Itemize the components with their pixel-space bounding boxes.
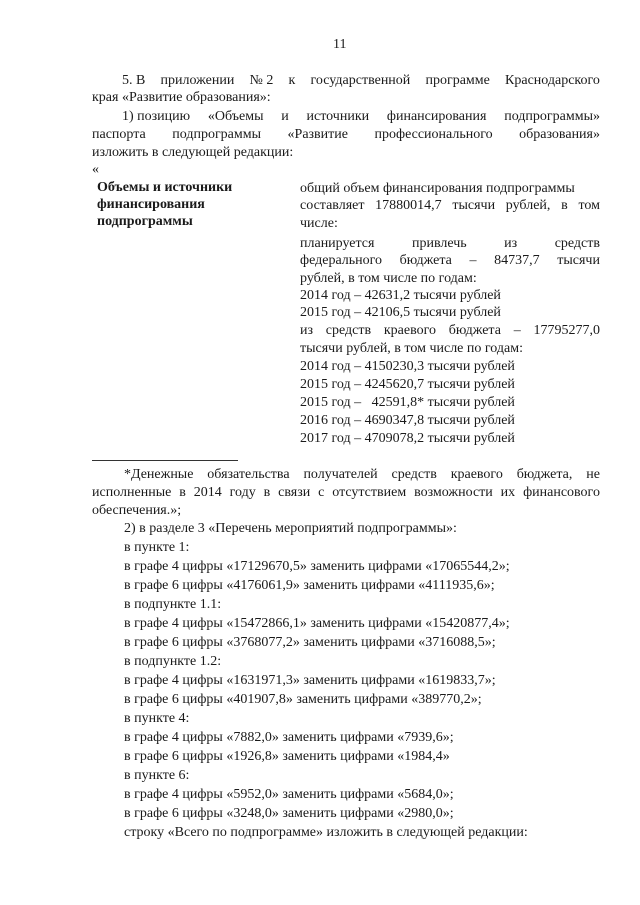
- regional-year-2017: 2017 год – 4709078,2 тысячи рублей: [300, 431, 515, 446]
- word: не: [586, 467, 600, 482]
- word: связи: [278, 485, 311, 500]
- word: обязательства: [207, 467, 290, 482]
- change-line: 2) в разделе 3 «Перечень мероприятий подпрограммы»:: [124, 521, 457, 536]
- item1-line-3: изложить в следующей редакции:: [92, 145, 294, 160]
- word: 2014: [193, 485, 222, 500]
- word: планируется: [300, 236, 375, 251]
- word: к: [288, 73, 296, 88]
- word: бюджета: [448, 323, 501, 338]
- change-line: в графе 4 цифры «5952,0» заменить цифрами «5684,0»;: [124, 787, 454, 802]
- federal-year-2014: 2014 год – 42631,2 тысячи рублей: [300, 288, 501, 303]
- word: –: [469, 253, 477, 268]
- word: *Денежные: [124, 467, 194, 482]
- change-line: в пункте 6:: [124, 768, 190, 783]
- word: источники: [306, 109, 370, 124]
- change-line: в графе 4 цифры «1631971,3» заменить цифрами «1619833,7»;: [124, 673, 496, 688]
- regional-year-2016: 2016 год – 4690347,8 тысячи рублей: [300, 413, 515, 428]
- word: из: [504, 236, 518, 251]
- footnote-line-3: обеспечения.»;: [92, 503, 182, 518]
- word: тысячи: [452, 198, 496, 213]
- change-line: строку «Всего по подпрограмме» изложить в следующей редакции:: [124, 825, 528, 840]
- word: финансового: [523, 485, 600, 500]
- federal-line-1: [300, 235, 600, 252]
- word: Краснодарского: [505, 73, 600, 88]
- word: федерального: [300, 253, 383, 268]
- word: исполненные: [92, 485, 172, 500]
- word: из: [300, 323, 314, 338]
- change-line: в графе 6 цифры «3768077,2» заменить цифрами «3716088,5»;: [124, 635, 496, 650]
- regional-year-2015: 2015 год – 4245620,7 тысячи рублей: [300, 377, 515, 392]
- word: 17880014,7: [375, 198, 442, 213]
- total-line-3: числе:: [300, 216, 338, 231]
- change-line: в подпункте 1.2:: [124, 654, 222, 669]
- word: № 2: [249, 73, 274, 88]
- word: том: [578, 198, 600, 213]
- open-quote: «: [92, 162, 99, 177]
- word: средств: [325, 323, 372, 338]
- word: финансирования: [386, 109, 487, 124]
- table-label-line-2: финансирования: [97, 197, 205, 212]
- regional-year-2014: 2014 год – 4150230,3 тысячи рублей: [300, 359, 515, 374]
- footnote-line-1: [124, 466, 600, 483]
- word: подпрограммы: [172, 127, 262, 142]
- word: бюджета,: [516, 467, 573, 482]
- word: краевого: [450, 467, 503, 482]
- word: средств: [554, 236, 600, 251]
- word: и: [281, 109, 289, 124]
- footnote-line-2: [92, 484, 600, 501]
- word: –: [513, 323, 521, 338]
- table-label-line-3: подпрограммы: [97, 214, 193, 229]
- word: привлечь: [411, 236, 467, 251]
- word: 5. В: [122, 73, 146, 88]
- word: 1) позицию: [122, 109, 191, 124]
- word: паспорта: [92, 127, 146, 142]
- word: профессионального: [374, 127, 493, 142]
- word: программе: [425, 73, 490, 88]
- word: в: [179, 485, 186, 500]
- intro-line-1: [122, 72, 600, 89]
- item1-line-1: [122, 108, 600, 125]
- word: 17795277,0: [533, 323, 600, 338]
- word: получателей: [303, 467, 378, 482]
- word: бюджета: [399, 253, 452, 268]
- change-line: в графе 6 цифры «401907,8» заменить цифрами «389770,2»;: [124, 692, 482, 707]
- word: «Развитие: [287, 127, 348, 142]
- change-line: в графе 6 цифры «1926,8» заменить цифрами «1984,4»: [124, 749, 450, 764]
- intro-line-2: края «Развитие образования»:: [92, 90, 271, 105]
- word: возможности: [414, 485, 493, 500]
- word: их: [500, 485, 516, 500]
- page-number: 11: [333, 37, 347, 52]
- word: подпрограммы»: [504, 109, 600, 124]
- change-line: в графе 6 цифры «4176061,9» заменить цифрами «4111935,6»;: [124, 578, 495, 593]
- word: 84737,7: [494, 253, 540, 268]
- word: образования»: [519, 127, 600, 142]
- change-line: в графе 4 цифры «15472866,1» заменить цифрами «15420877,4»;: [124, 616, 510, 631]
- word: краевого: [383, 323, 436, 338]
- regional-year-2015-unpaid: 2015 год – 42591,8* тысячи рублей: [300, 395, 515, 410]
- total-line-1: общий объем финансирования подпрограммы: [300, 181, 575, 196]
- table-label-line-1: Объемы и источники: [97, 180, 233, 195]
- word: «Объемы: [207, 109, 264, 124]
- word: в: [263, 485, 271, 500]
- federal-line-3: рублей, в том числе по годам:: [300, 271, 477, 286]
- change-line: в графе 6 цифры «3248,0» заменить цифрами «2980,0»;: [124, 806, 454, 821]
- footnote-rule: [92, 460, 238, 461]
- word: рублей,: [505, 198, 551, 213]
- word: приложении: [160, 73, 235, 88]
- federal-year-2015: 2015 год – 42106,5 тысячи рублей: [300, 305, 501, 320]
- change-line: в графе 4 цифры «17129670,5» заменить цифрами «17065544,2»;: [124, 559, 510, 574]
- word: государственной: [310, 73, 411, 88]
- word: составляет: [300, 198, 365, 213]
- total-line-2: [300, 197, 600, 214]
- change-line: в пункте 1:: [124, 540, 190, 555]
- regional-line-1: [300, 322, 600, 339]
- word: с: [318, 485, 325, 500]
- change-line: в подпункте 1.1:: [124, 597, 222, 612]
- word: отсутствием: [332, 485, 407, 500]
- word: тысячи: [557, 253, 600, 268]
- change-line: в пункте 4:: [124, 711, 190, 726]
- word: средств: [391, 467, 437, 482]
- regional-line-2: тысячи рублей, в том числе по годам:: [300, 341, 523, 356]
- word: в: [561, 198, 568, 213]
- federal-line-2: [300, 252, 600, 269]
- word: году: [229, 485, 256, 500]
- change-line: в графе 4 цифры «7882,0» заменить цифрами «7939,6»;: [124, 730, 454, 745]
- item1-line-2: [92, 126, 600, 143]
